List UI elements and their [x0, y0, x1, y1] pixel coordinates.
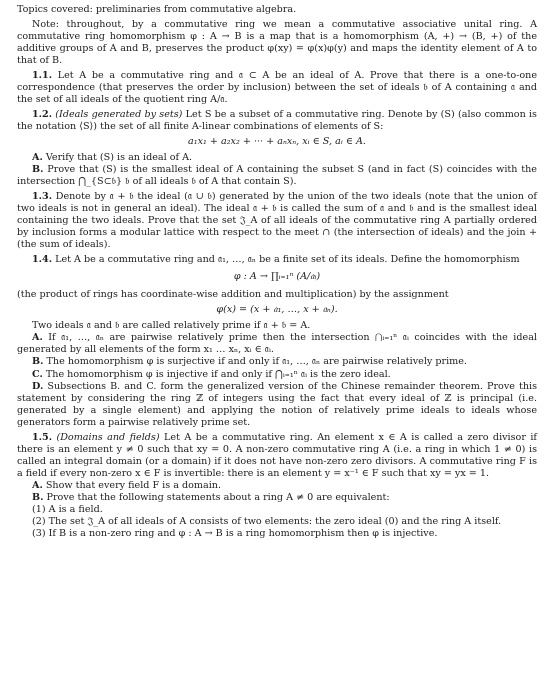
section-1-3 — [17, 191, 537, 251]
display-formula: a₁x₁ + a₂x₂ + ··· + aₙxₙ, xᵢ ∈ S, aᵢ ∈ A. — [188, 135, 366, 147]
item-letter: D. — [32, 380, 44, 392]
item-letter: A. — [32, 332, 43, 344]
section-1-4 — [17, 254, 537, 266]
section-number: 1.3. — [32, 190, 53, 202]
item-a — [17, 332, 537, 356]
after-display-text: (the product of rings has coordinate-wise addition and multiplication) by the assignment — [17, 288, 449, 300]
item-letter: B. — [32, 163, 44, 175]
section-title: (Domains and fields) — [56, 431, 160, 443]
topics-line: Topics covered: preliminaries from commutative algebra. — [17, 4, 297, 15]
section-number: 1.4. — [32, 253, 53, 265]
coprime-definition: Two ideals 𝔞 and 𝔟 are called relatively prime if 𝔞 + 𝔟 = A. — [32, 320, 311, 332]
section-number: 1.1. — [32, 69, 53, 81]
item-letter: A. — [32, 151, 43, 163]
section-1-2 — [17, 109, 537, 133]
section-text: Let A be a commutative ring and 𝔞₁, …, 𝔞ₙ be a finite set of its ideals. Define the homomorphism — [55, 253, 520, 265]
section-text: Let A be a commutative ring and 𝔞 ⊂ A be an ideal of A. Prove that there is a one-to-one correspondence (that preserves the order by inclusion) between the set of ideals 𝔟 of A containing 𝔞 and the set of all ideals of the quotient ring A/𝔞. — [17, 69, 537, 105]
item-letter: A. — [32, 479, 43, 491]
item-text: Prove that (S) is the smallest ideal of A containing the subset S (and in fact (S) coincides with the intersection ⋂_{S⊂𝔟} 𝔟 of all ideals 𝔟 of A that contain S). — [17, 163, 537, 187]
item-letter: B. — [32, 492, 44, 504]
item-text: If 𝔞₁, …, 𝔞ₙ are pairwise relatively prime then the intersection ⋂ᵢ₌₁ⁿ 𝔞ᵢ coincides with the ideal generated by all elements of the form x₁ … xₙ, xᵢ ∈ 𝔞ᵢ. — [17, 332, 537, 356]
item-d — [17, 381, 537, 429]
item-c — [17, 369, 537, 381]
section-1-1 — [17, 70, 537, 106]
item-letter: C. — [32, 368, 43, 380]
item-letter: B. — [32, 356, 44, 368]
item-text: Verify that (S) is an ideal of A. — [45, 151, 193, 163]
item-a — [17, 480, 537, 492]
section-title: (Ideals generated by sets) — [55, 108, 183, 120]
item-b — [17, 492, 537, 504]
item-a — [17, 152, 537, 164]
document-page — [17, 4, 537, 540]
section-text: Denote by 𝔞 + 𝔟 the ideal (𝔞 ∪ 𝔟) generated by the union of the two ideals (note that the union of two ideals is not in general an ideal). The ideal 𝔞 + 𝔟 is called the sum of 𝔞 and 𝔟 and is the smallest ideal containing the two ideals. Prove that the set 𝔍_A of all ideals of the commutative ring A partially ordered by inclusion forms a modular lattice with respect to the meet ∩ (the intersection of ideals) and the join + (the sum of ideals). — [17, 190, 537, 251]
section-text: Let S be a subset of a commutative ring. Denote by (S) (also common is the notation ⟨S⟩) the set of all finite A-linear combinations of elements of S: — [17, 108, 537, 132]
item-text: Show that every field F is a domain. — [45, 479, 222, 491]
condition-2: (2) The set 𝔍_A of all ideals of A consists of two elements: the zero ideal (0) and the ring A itself. — [32, 516, 502, 528]
note-paragraph: Note: throughout, by a commutative ring we mean a commutative associative unital ring. A commutative ring homomorphism φ : A → B is a map that is a homomorphism (A, +) → (B, +) of the additive groups of A and B, preserves the product φ(xy) = φ(x)φ(y) and maps the identity element of A to that of B. — [17, 18, 537, 66]
item-text: Prove that the following statements about a ring A ≠ 0 are equivalent: — [46, 492, 390, 504]
condition-3: (3) If B is a non-zero ring and φ : A → B is a ring homomorphism then φ is injective. — [32, 528, 438, 540]
section-1-5 — [17, 432, 537, 480]
display-product-map: φ : A → ∏ᵢ₌₁ⁿ (A/𝔞ᵢ) — [233, 270, 321, 282]
item-text: Subsections B. and C. form the generalized version of the Chinese remainder theorem. Prove this statement by considering the ring ℤ of integers using the fact that every ideal of ℤ is principal (i.e. generated by a single element) and applying the notion of relatively prime ideals to ideals whose generators form a pairwise relatively prime set. — [17, 380, 537, 428]
item-b — [17, 164, 537, 188]
section-text: Let A be a commutative ring. An element x ∈ A is called a zero divisor if there is an element y ≠ 0 such that xy = 0. A non-zero commutative ring A (i.e. a ring in which 1 ≠ 0) is called an integral domain (or a domain) if it does not have non-zero zero divisors. A commutative ring F is a field if every non-zero x ∈ F is invertible: there is an element y = x⁻¹ ∈ F such that xy = yx = 1. — [17, 431, 537, 479]
condition-1: (1) A is a field. — [32, 504, 103, 516]
display-assignment: φ(x) = (x + 𝔞₁, …, x + 𝔞ₙ). — [216, 304, 338, 316]
item-text: The homomorphism φ is injective if and only if ⋂ᵢ₌₁ⁿ 𝔞ᵢ is the zero ideal. — [45, 368, 391, 380]
item-text: The homomorphism φ is surjective if and only if 𝔞₁, …, 𝔞ₙ are pairwise relatively prime. — [46, 356, 467, 368]
item-b — [17, 356, 537, 368]
section-number: 1.5. — [32, 431, 53, 443]
section-number: 1.2. — [32, 108, 53, 120]
